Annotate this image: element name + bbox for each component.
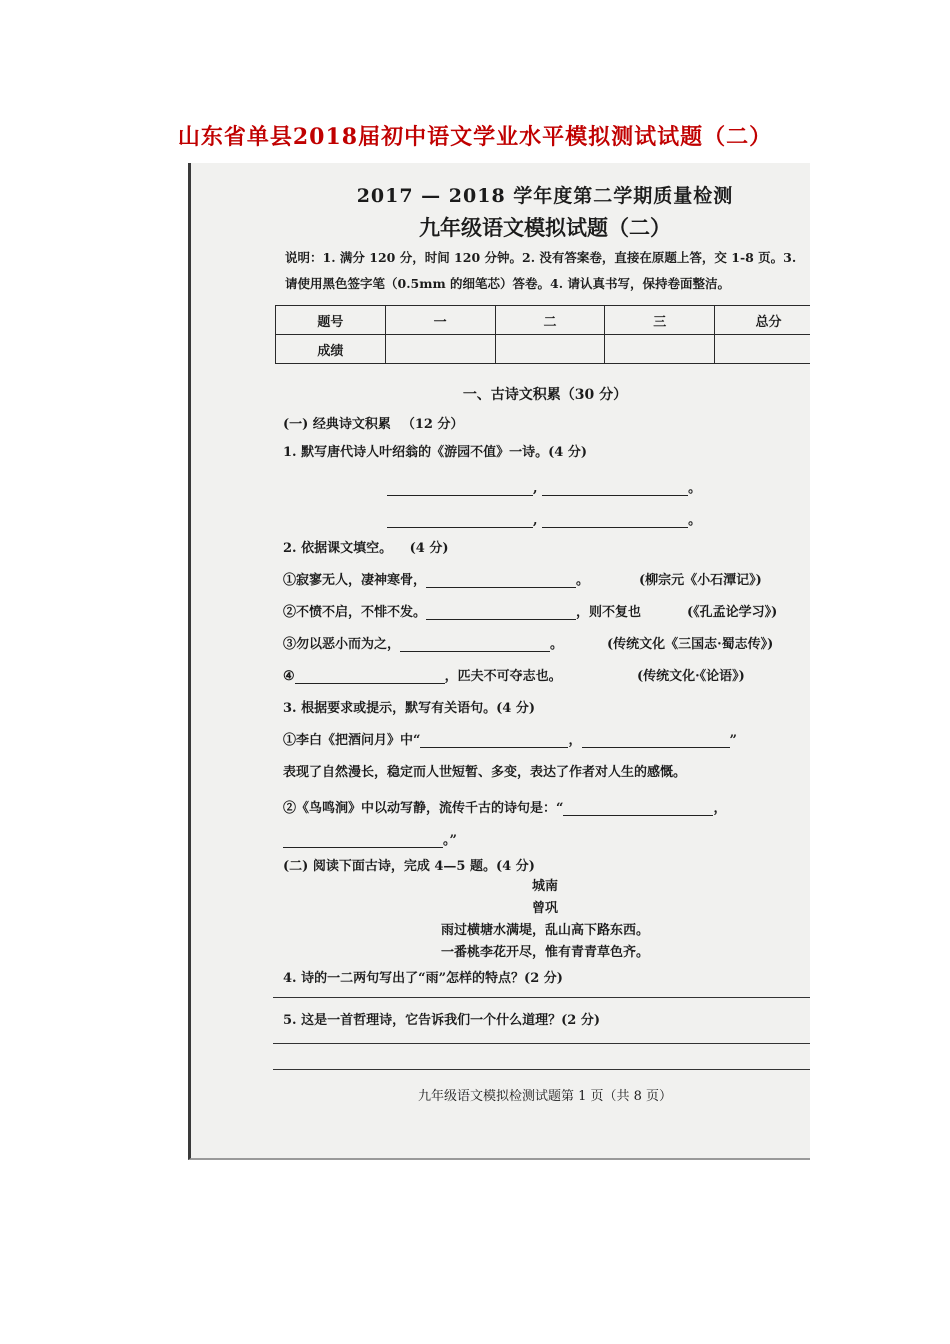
punctuation: , (533, 513, 538, 528)
q3-item-1-end: ” (729, 733, 737, 748)
score-table-header-cell: 三 (605, 306, 715, 335)
score-table-header-cell: 题号 (276, 306, 386, 335)
q3-item-1-continuation: 表现了自然漫长，稳定而人世短暂、多变，表达了作者对人生的感慨。 (283, 765, 687, 780)
answer-blank[interactable] (283, 833, 443, 848)
answer-blank[interactable] (426, 605, 576, 620)
q3-item-1-start: ①李白《把酒问月》中“ (283, 733, 421, 748)
answer-blank[interactable] (426, 573, 576, 588)
score-cell[interactable] (715, 335, 810, 364)
q3-item-1-mid: ， (568, 733, 582, 748)
answer-blank[interactable] (542, 513, 688, 528)
q2-item-end: ，匹夫不可夺志也。 (444, 669, 562, 684)
answer-blank[interactable] (387, 513, 533, 528)
q1-answer-line-2[interactable] (387, 509, 701, 528)
score-row-label: 成绩 (276, 335, 386, 364)
q3-item-2-start: ②《鸟鸣涧》中以动写静，流传千古的诗句是：“ (283, 801, 564, 816)
poem-title: 城南 (531, 879, 558, 894)
section-1-heading: 一、古诗文积累（30 分） (462, 387, 628, 403)
answer-blank[interactable] (542, 481, 688, 496)
q2-item-end: 。 (576, 573, 590, 588)
poem-line-1: 雨过横塘水满堤，乱山高下路东西。 (440, 923, 649, 938)
q2-item-4-source: (传统文化·《论语》) (637, 669, 745, 684)
q2-item-text: ④ (283, 669, 295, 684)
poem-line-2: 一番桃李花开尽，惟有青青草色齐。 (440, 945, 649, 960)
document-title: 山东省单县2018届初中语文学业水平模拟测试试题（二） (177, 124, 773, 150)
q5-answer-line[interactable] (273, 1043, 810, 1044)
answer-blank[interactable] (400, 637, 550, 652)
q2-item-end: ，则不复也 (576, 605, 642, 620)
answer-blank[interactable] (582, 733, 730, 748)
scanned-exam-page (188, 163, 810, 1160)
q3-item-2 (283, 797, 727, 816)
score-table-score-row (276, 335, 811, 364)
question-4: 4. 诗的一二两句写出了“雨”怎样的特点？(2 分) (283, 971, 563, 986)
part-1-heading: (一) 经典诗文积累 （12 分） (283, 417, 464, 432)
q1-answer-line-1[interactable] (387, 477, 701, 496)
q2-item-2-source: (《孔孟论学习》) (687, 605, 778, 620)
q2-item-1 (283, 569, 589, 588)
question-1: 1. 默写唐代诗人叶绍翁的《游园不值》一诗。(4 分) (283, 445, 587, 460)
instructions-line-2: 请使用黑色签字笔（0.5mm 的细笔芯）答卷。4. 请认真书写，保持卷面整洁。 (285, 276, 730, 291)
score-cell[interactable] (495, 335, 605, 364)
q2-item-text: ②不愤不启，不悱不发。 (283, 605, 427, 620)
q5-answer-line[interactable] (273, 1069, 810, 1070)
question-2: 2. 依据课文填空。 (4 分) (283, 541, 449, 556)
q3-item-2-end: 。” (443, 833, 457, 848)
answer-blank[interactable] (563, 801, 713, 816)
q2-item-4 (283, 665, 562, 684)
score-table-header-cell: 总分 (715, 306, 810, 335)
question-3: 3. 根据要求或提示，默写有关语句。(4 分) (283, 701, 535, 716)
poem-author: 曾巩 (531, 901, 558, 916)
q2-item-text: ①寂寥无人，凄神寒骨， (283, 573, 427, 588)
q2-item-2 (283, 601, 641, 620)
score-table-header-cell: 二 (495, 306, 605, 335)
punctuation: 。 (688, 513, 702, 528)
score-table-header-cell: 一 (385, 306, 495, 335)
answer-blank[interactable] (420, 733, 568, 748)
punctuation: 。 (688, 481, 702, 496)
instructions-line-1: 说明：1. 满分 120 分，时间 120 分钟。2. 没有答案卷，直接在原题上答，交 1-8 页。3. (285, 250, 797, 265)
exam-title: 九年级语文模拟试题（二） (419, 215, 671, 240)
punctuation: , (533, 481, 538, 496)
exam-year-title: 2017 — 2018 学年度第二学期质量检测 (356, 185, 734, 207)
answer-blank[interactable] (295, 669, 445, 684)
question-5: 5. 这是一首哲理诗，它告诉我们一个什么道理？(2 分) (283, 1013, 600, 1028)
score-table-header-row (276, 306, 811, 335)
exam-page-body (277, 163, 810, 1160)
part-2-heading: (二) 阅读下面古诗，完成 4—5 题。(4 分) (283, 859, 535, 874)
score-cell[interactable] (385, 335, 495, 364)
score-table (275, 305, 810, 364)
q2-item-3-source: (传统文化《三国志·蜀志传》) (607, 637, 774, 652)
page-footer: 九年级语文模拟检测试题第 1 页（共 8 页） (417, 1089, 673, 1104)
answer-blank[interactable] (387, 481, 533, 496)
q3-item-2-mid: ， (713, 801, 727, 816)
q3-item-1 (283, 729, 737, 748)
q2-item-end: 。 (550, 637, 564, 652)
score-cell[interactable] (605, 335, 715, 364)
q2-item-3 (283, 633, 563, 652)
q3-item-2-line-2 (283, 829, 457, 848)
q2-item-text: ③勿以恶小而为之， (283, 637, 401, 652)
q2-item-1-source: (柳宗元《小石潭记》) (639, 573, 762, 588)
q4-answer-line[interactable] (273, 997, 810, 998)
